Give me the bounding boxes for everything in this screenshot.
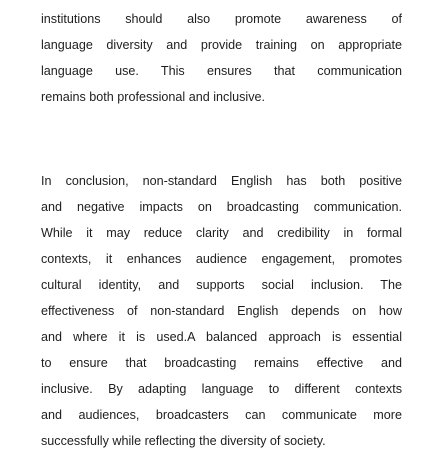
text-line: and negative impacts on broadcasting communication. bbox=[41, 200, 402, 214]
text-line: language use. This ensures that communication bbox=[41, 64, 402, 78]
text-line: remains both professional and inclusive. bbox=[41, 90, 266, 104]
text-line: effectiveness of non-standard English depends on how bbox=[41, 304, 402, 318]
text-line: to ensure that broadcasting remains effective and bbox=[41, 356, 402, 370]
text-line: and where it is used.A balanced approach is essential bbox=[41, 330, 402, 344]
paragraph-conclusion bbox=[41, 168, 402, 454]
text-line: In conclusion, non-standard English has both positive bbox=[41, 174, 402, 188]
text-line: successfully while reflecting the diversity of society. bbox=[41, 434, 326, 448]
text-line: inclusive. By adapting language to different contexts bbox=[41, 382, 402, 396]
paragraph-awareness bbox=[41, 6, 402, 110]
text-line: and audiences, broadcasters can communicate more bbox=[41, 408, 402, 422]
text-line: While it may reduce clarity and credibility in formal bbox=[41, 226, 402, 240]
text-line: contexts, it enhances audience engagement, promotes bbox=[41, 252, 402, 266]
text-line: institutions should also promote awareness of bbox=[41, 12, 402, 26]
text-line: language diversity and provide training on appropriate bbox=[41, 38, 402, 52]
text-line: cultural identity, and supports social inclusion. The bbox=[41, 278, 402, 292]
